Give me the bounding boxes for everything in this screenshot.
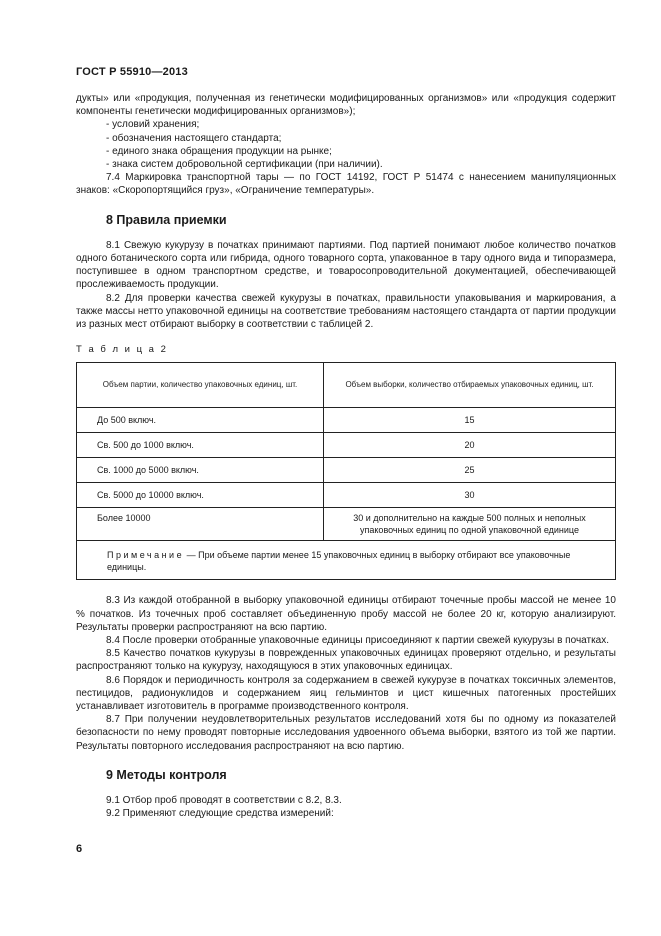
table-cell: Св. 500 до 1000 включ. xyxy=(77,433,324,458)
note-label: Примечание xyxy=(107,550,185,561)
table-row xyxy=(77,458,616,483)
table-cell: Св. 5000 до 10000 включ. xyxy=(77,483,324,508)
table-cell: До 500 включ. xyxy=(77,408,324,433)
list-item: - единого знака обращения продукции на рынке; xyxy=(106,145,332,157)
paragraph-9-1: 9.1 Отбор проб проводят в соответствии с 8.2, 8.3. xyxy=(106,795,342,807)
table-row xyxy=(77,508,616,541)
paragraph-8-6: 8.6 Порядок и периодичность контроля за содержанием в свежей кукурузе в початках токсичных элементов, пестицидов, радионуклидов и содержанием яиц гельминтов и цист кишечных патогенных простейших устанавливает изготовитель в программе производственного контроля. xyxy=(76,674,616,713)
note-text: — При объеме партии менее 15 упаковочных единиц в выборку отбирают все упаковочные единицы. xyxy=(107,550,571,573)
paragraph-8-4: 8.4 После проверки отобранные упаковочные единицы присоединяют к партии свежей кукурузы в початках. xyxy=(106,635,610,647)
page-content xyxy=(76,92,616,821)
page-number: 6 xyxy=(76,843,83,855)
table-cell: Св. 1000 до 5000 включ. xyxy=(77,458,324,483)
table-2 xyxy=(76,362,616,580)
table-cell: Более 10000 xyxy=(77,508,324,541)
table-cell: 15 xyxy=(324,408,616,433)
table-cell: 30 xyxy=(324,483,616,508)
table-row xyxy=(77,483,616,508)
table-row xyxy=(77,408,616,433)
table-cell: 30 и дополнительно на каждые 500 полных и неполных упаковочных единиц по одной упаковочной единице xyxy=(324,508,616,541)
table-header-row xyxy=(77,363,616,408)
paragraph-8-2: 8.2 Для проверки качества свежей кукурузы в початках, правильности упаковывания и маркирования, а также массы нетто упаковочной единицы на соответствие требованиям настоящего стандарта от партии продукции из разных мест отбирают выборку в соответствии с таблицей 2. xyxy=(76,292,616,331)
paragraph-9-2: 9.2 Применяют следующие средства измерений: xyxy=(106,808,334,820)
table-header-cell: Объем выборки, количество отбираемых упаковочных единиц, шт. xyxy=(324,363,616,408)
table-cell: 20 xyxy=(324,433,616,458)
table-header-cell: Объем партии, количество упаковочных единиц, шт. xyxy=(77,363,324,408)
paragraph-8-7: 8.7 При получении неудовлетворительных результатов исследований хотя бы по одному из показателей безопасности по нему проводят повторные исследования удвоенного объема выборки, взятого из той же партии. Результаты повторного исследования распространяют на всю партию. xyxy=(76,714,616,752)
section-9-title: 9 Методы контроля xyxy=(106,767,227,782)
table-caption: Т а б л и ц а 2 xyxy=(76,344,168,356)
table-cell: 25 xyxy=(324,458,616,483)
section-8-title: 8 Правила приемки xyxy=(106,212,227,227)
list-item: - обозначения настоящего стандарта; xyxy=(106,132,282,144)
paragraph-7-4: 7.4 Маркировка транспортной тары — по ГОСТ 14192, ГОСТ Р 51474 с нанесением манипуляционных знаков: «Скоропортящийся груз», «Ограничение температуры». xyxy=(76,172,616,197)
paragraph-8-5: 8.5 Качество початков кукурузы в поврежденных упаковочных единицах проверяют отдельно, и результаты распространяют только на кукурузу, находящуюся в этих упаковочных единицах. xyxy=(76,648,616,673)
list-item: - знака систем добровольной сертификации (при наличии). xyxy=(106,159,383,171)
after-table-block xyxy=(76,594,616,752)
list-item: - условий хранения; xyxy=(106,119,200,131)
paragraph-8-1: 8.1 Свежую кукурузу в початках принимают партиями. Под партией понимают любое количество початков одного ботанического сорта или гибрида, одного товарного сорта, упакованное в тару одного вида и типоразмера, поступившее в одном транспортном средстве, и товаросопроводительной документацией, обеспечивающей прослеживаемость продукции. xyxy=(76,239,616,291)
paragraph-continuation: дукты» или «продукция, полученная из генетически модифицированных организмов» или «продукция содержит компоненты генетически модифицированных организмов»); xyxy=(76,93,616,118)
table-row xyxy=(77,433,616,458)
document-header: ГОСТ Р 55910—2013 xyxy=(76,66,188,78)
table-note xyxy=(77,541,616,580)
table-note-row xyxy=(77,541,616,580)
paragraph-8-3: 8.3 Из каждой отобранной в выборку упаковочной единицы отбирают точечные пробы массой не менее 10 % початков. Из точечных проб составляет объединенную пробу массой не более 20 кг, которую анализируют. Результаты проверки распространяют на всю партию. xyxy=(76,595,616,633)
